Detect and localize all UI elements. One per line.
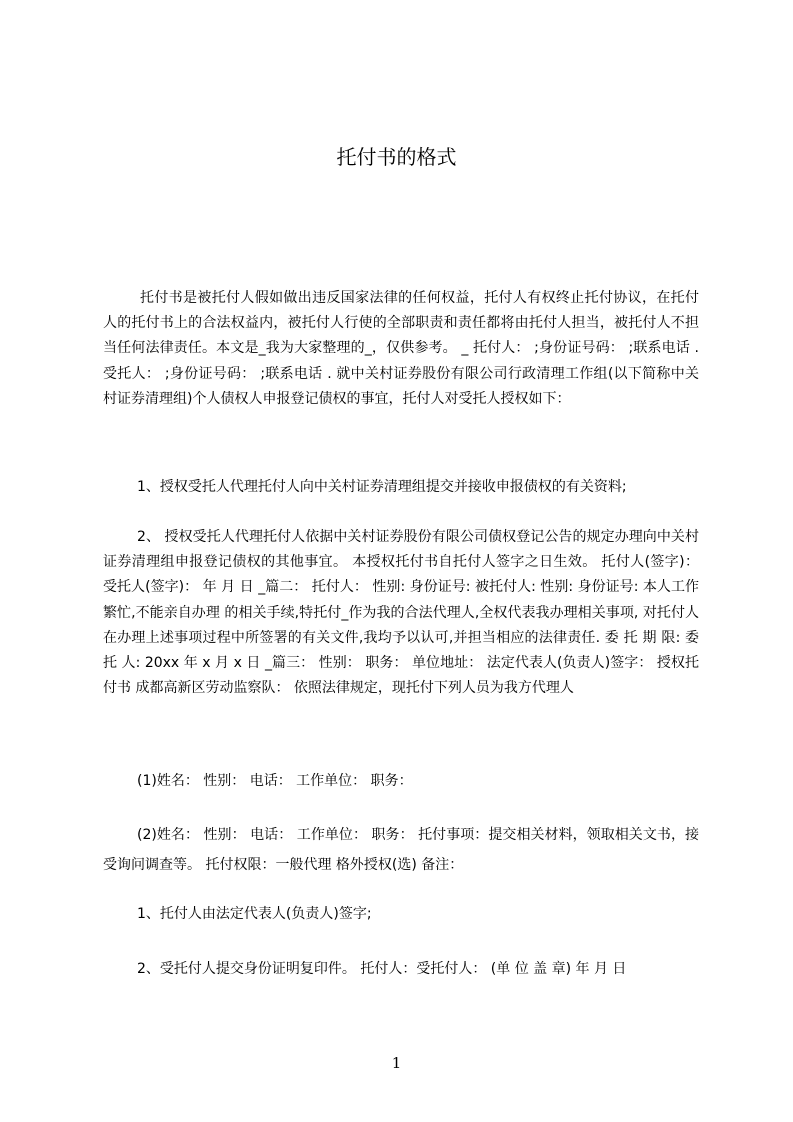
paragraph-person-2: (2)姓名： 性别： 电话： 工作单位： 职务： 托付事项：提交相关材料，领取相关文书，接受询问调查等。 托付权限：一般代理 格外授权(选) 备注： xyxy=(103,827,699,873)
paragraph-item-1: 1、授权受托人代理托付人向中关村证券清理组提交并接收申报债权的有关资料; xyxy=(137,479,627,495)
paragraph-note-2: 2、受托付人提交身份证明复印件。 托付人：受托付人： (单 位 盖 章) 年 月 日 xyxy=(137,961,627,977)
paragraph-note-1: 1、托付人由法定代表人(负责人)签字; xyxy=(137,906,372,922)
paragraph-item-2: 2、 授权受托人代理托付人依据中关村证券股份有限公司债权登记公告的规定办理向中关村证券清理组申报登记债权的其他事宜。 本授权托付书自托付人签字之日生效。 托付人(签字)： 受托人(签字)： 年 月 日 _篇二： 托付人： 性别: 身份证号: 被托付人: 性别: 身份证号: 本人工作繁忙,不能亲自办理 的相关手续,特托付_作为我的合法代理人,全权代表我办理相关事项, 对托付人在办理上述事项过程中所签署的有关文件,我均予以认可,并担当相应的法律责任. 委 托 期 限: 委 托 人: 20xx 年 x 月 x 日 _篇三： 性别： 职务： 单位地址： 法定代表人(负责人)签字： 授权托付书 成都高新区劳动监察队： 依照法律规定，现托付下列人员为我方代理人 xyxy=(103,529,699,697)
page-number: 1 xyxy=(391,1054,402,1072)
paragraph-intro: 托付书是被托付人假如做出违反国家法律的任何权益，托付人有权终止托付协议，在托付人的托付书上的合法权益内，被托付人行使的全部职责和责任都将由托付人担当，被托付人不担当任何法律责任。本文是_我为大家整理的_，仅供参考。 _ 托付人： ;身份证号码： ;联系电话 . 受托人： ;身份证号码： ;联系电话 . 就中关村证券股份有限公司行政清理工作组(以下简称中关村证券清理组)个人债权人申报登记债权的事宜，托付人对受托人授权如下： xyxy=(103,290,699,407)
document-title: 托付书的格式 xyxy=(336,145,457,169)
paragraph-person-1: (1)姓名： 性别： 电话： 工作单位： 职务： xyxy=(137,773,413,789)
